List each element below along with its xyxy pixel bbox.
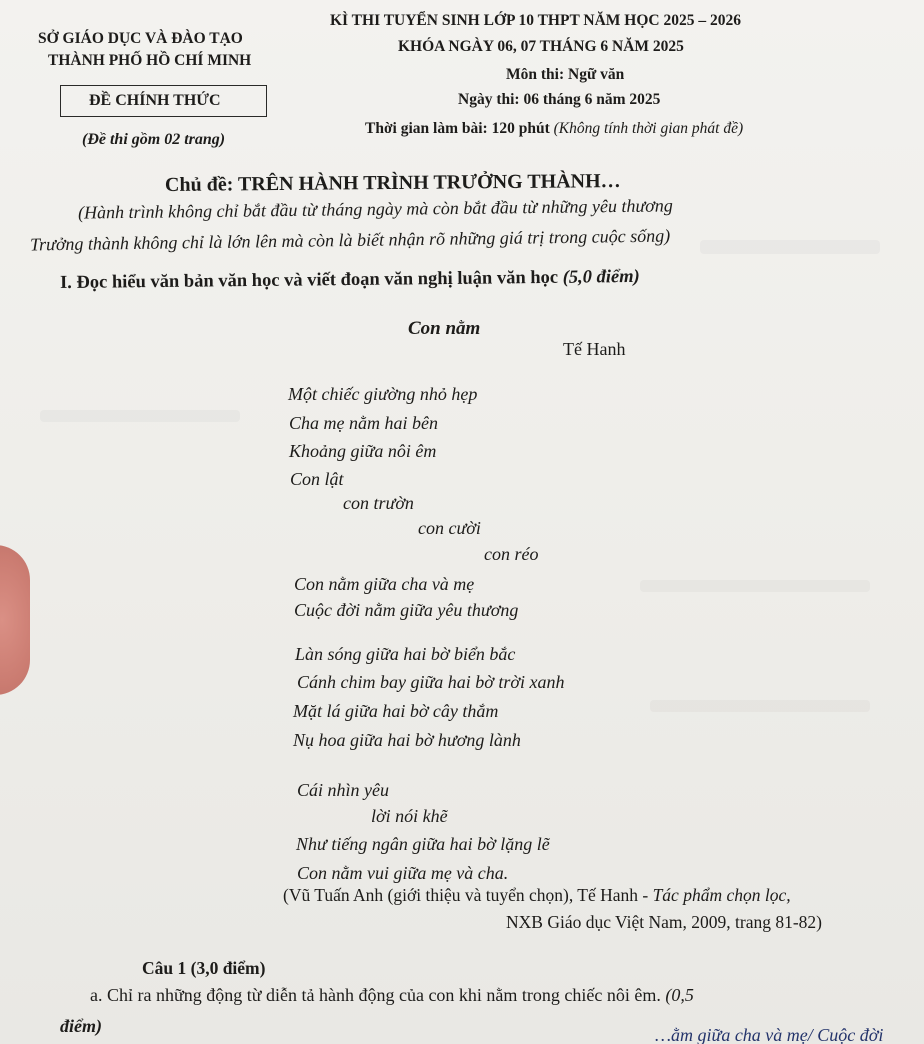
poem-line: Cha mẹ nằm hai bên xyxy=(289,413,438,433)
poem-line: Một chiếc giường nhỏ hẹp xyxy=(288,384,478,404)
section-1-label: I. Đọc hiểu văn bản văn học và viết đoạn văn nghị luận văn học xyxy=(59,267,559,294)
question-1-title: Câu 1 (3,0 điểm) xyxy=(142,958,266,978)
poem-line: lời nói khẽ xyxy=(371,806,448,826)
poem-line: Cái nhìn yêu xyxy=(297,780,389,800)
exam-day: Ngày thi: 06 tháng 6 năm 2025 xyxy=(458,91,661,108)
poem-source-line-1 xyxy=(283,885,791,906)
handwritten-note: …ằm giữa cha và mẹ/ Cuộc đời xyxy=(655,1025,884,1044)
question-1a-line xyxy=(90,985,694,1006)
poem-line: Làn sóng giữa hai bờ biển bắc xyxy=(295,644,516,664)
poem-line: Con nằm vui giữa mẹ và cha. xyxy=(297,863,509,883)
poem-line: con cười xyxy=(418,518,481,538)
poem-line: Cánh chim bay giữa hai bờ trời xanh xyxy=(297,672,565,692)
poem-source-prefix: (Vũ Tuấn Anh (giới thiệu và tuyển chọn), Tế Hanh - xyxy=(283,885,653,905)
theme-title: Chủ đề: TRÊN HÀNH TRÌNH TRƯỞNG THÀNH… xyxy=(164,170,621,196)
question-1a-points-start: (0,5 xyxy=(665,985,694,1005)
poem-line: Khoảng giữa nôi êm xyxy=(289,441,437,461)
poem-source-book: Tác phẩm chọn lọc, xyxy=(652,885,791,905)
time-note: (Không tính thời gian phát đề) xyxy=(553,120,744,137)
poem-line: Nụ hoa giữa hai bờ hương lành xyxy=(293,730,521,750)
section-1-points: (5,0 điểm) xyxy=(562,266,640,288)
city-name: THÀNH PHỐ HỒ CHÍ MINH xyxy=(48,52,252,69)
poem-title: Con nằm xyxy=(408,318,481,339)
poem-source-line-2: NXB Giáo dục Việt Nam, 2009, trang 81-82) xyxy=(506,912,822,932)
theme-intro-line-1: (Hành trình không chỉ bắt đầu từ tháng ngày mà còn bắt đầu từ những yêu thương xyxy=(77,195,673,223)
department-name: SỞ GIÁO DỤC VÀ ĐÀO TẠO xyxy=(38,30,243,47)
question-1a-points-end: điểm) xyxy=(60,1016,102,1036)
poem-line: con trườn xyxy=(343,493,414,513)
bleed-through-mark xyxy=(650,700,870,712)
bleed-through-mark xyxy=(700,240,880,254)
question-1a-text: a. Chỉ ra những động từ diễn tả hành động của con khi nằm trong chiếc nôi êm. xyxy=(90,985,661,1005)
thumb-in-photo xyxy=(0,545,30,695)
poem-line: Con nằm giữa cha và mẹ xyxy=(294,574,475,594)
theme-intro-line-2: Trưởng thành không chỉ là lớn lên mà còn là biết nhận rõ những giá trị trong cuộc sống) xyxy=(29,225,671,255)
poem-line: Mặt lá giữa hai bờ cây thắm xyxy=(293,701,499,721)
poem-author: Tế Hanh xyxy=(563,339,626,359)
poem-line: con réo xyxy=(484,544,539,564)
poem-line: Như tiếng ngân giữa hai bờ lặng lẽ xyxy=(296,834,550,854)
bleed-through-mark xyxy=(640,580,870,592)
poem-line: Con lật xyxy=(290,469,344,489)
poem-line: Cuộc đời nằm giữa yêu thương xyxy=(294,600,519,620)
subject: Môn thi: Ngữ văn xyxy=(506,66,625,83)
time-line xyxy=(365,120,743,138)
bleed-through-mark xyxy=(40,410,240,422)
official-label: ĐỀ CHÍNH THỨC xyxy=(89,92,221,109)
section-1-title xyxy=(60,267,640,294)
exam-title: KÌ THI TUYỂN SINH LỚP 10 THPT NĂM HỌC 2025 – 2026 xyxy=(330,12,741,29)
exam-date-line: KHÓA NGÀY 06, 07 THÁNG 6 NĂM 2025 xyxy=(398,38,684,55)
pages-note: (Đề thi gồm 02 trang) xyxy=(82,131,226,148)
time-label: Thời gian làm bài: 120 phút xyxy=(365,120,550,137)
